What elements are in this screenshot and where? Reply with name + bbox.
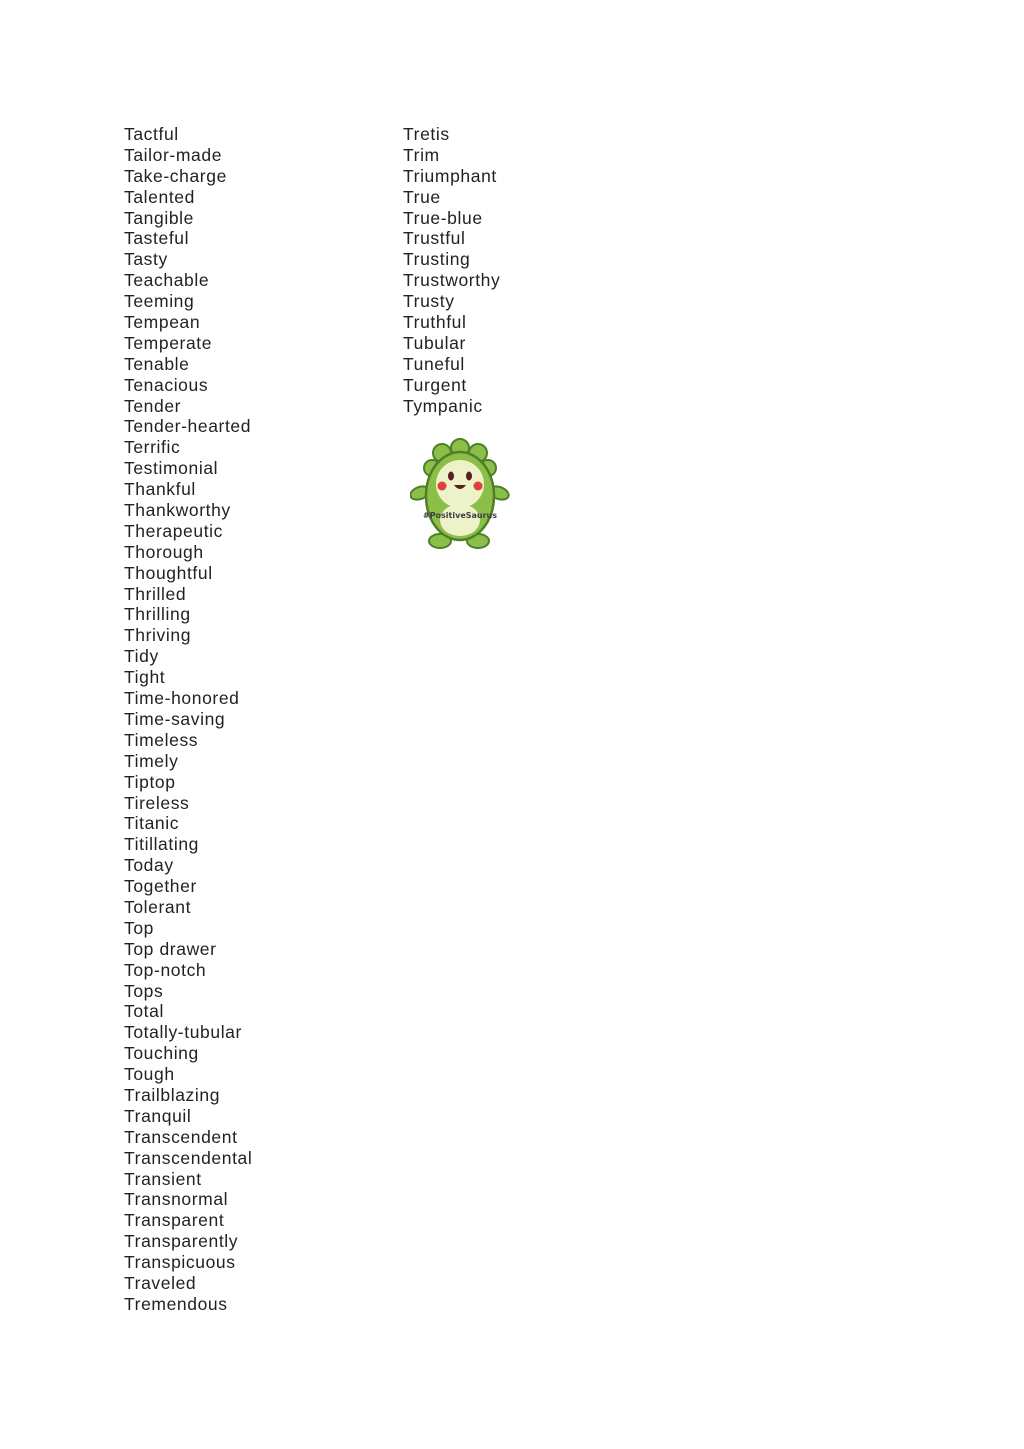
word-list-item: Tender-hearted [124, 416, 252, 437]
word-list-item: Trim [403, 144, 440, 165]
word-list-item: Top-notch [124, 959, 207, 980]
word-list-item: Tasty [124, 249, 168, 270]
word-list-item: Tireless [124, 792, 190, 813]
mascot-caption-text: #PositiveSaurus [422, 511, 498, 520]
word-list-item: Turgent [403, 374, 467, 395]
word-list-item: True-blue [403, 207, 483, 228]
word-list-item: Tranquil [124, 1105, 192, 1126]
word-list-item: True [403, 186, 441, 207]
word-list-item: Titanic [124, 813, 180, 834]
word-list-item: Take-charge [124, 165, 227, 186]
word-list-item: Teachable [124, 270, 210, 291]
word-list-item: Testimonial [124, 458, 219, 479]
word-list-item: Thrilling [124, 604, 191, 625]
word-list-item: Tiptop [124, 771, 176, 792]
word-list-item: Tops [124, 980, 164, 1001]
word-list-item: Tough [124, 1064, 175, 1085]
word-list-item: Tympanic [403, 395, 483, 416]
word-list-item: Therapeutic [124, 520, 224, 541]
word-list-item: Transient [124, 1168, 202, 1189]
word-list-item: Tretis [403, 124, 450, 144]
positivesaurus-mascot-image [410, 438, 510, 550]
word-list-item: Thankworthy [124, 500, 231, 521]
word-list-item: Thriving [124, 625, 192, 646]
word-list-item: Tender [124, 395, 182, 416]
word-list-item: Thrilled [124, 583, 187, 604]
word-list-item: Total [124, 1001, 164, 1022]
word-list-item: Talented [124, 186, 195, 207]
word-list-item: Time-honored [124, 688, 240, 709]
word-list-item: Trusty [403, 291, 455, 312]
word-list-item: Tenacious [124, 374, 209, 395]
word-list-item: Transcendental [124, 1147, 253, 1168]
word-list-item: Transparently [124, 1231, 239, 1252]
word-list-item: Today [124, 855, 174, 876]
word-list-item: Tidy [124, 646, 159, 667]
word-list-item: Tasteful [124, 228, 190, 249]
word-list-item: Tactful [124, 124, 179, 144]
word-list-item: Thorough [124, 541, 204, 562]
word-list-item: Triumphant [403, 165, 497, 186]
word-list-item: Transnormal [124, 1189, 229, 1210]
word-list-item: Tuneful [403, 353, 465, 374]
word-list-item: Teeming [124, 291, 195, 312]
word-list-item: Trustful [403, 228, 466, 249]
word-list-item: Temperate [124, 332, 213, 353]
word-list-item: Trailblazing [124, 1084, 221, 1105]
word-list-item: Tempean [124, 312, 201, 333]
word-list-item: Top [124, 917, 155, 938]
word-column-left [124, 124, 252, 1315]
word-list-item: Terrific [124, 437, 181, 458]
word-column-right [403, 124, 500, 416]
word-list-item: Tight [124, 667, 166, 688]
word-list-item: Tolerant [124, 896, 192, 917]
word-list-item: Truthful [403, 312, 467, 333]
word-list-item: Traveled [124, 1272, 197, 1293]
word-list-item: Thankful [124, 479, 196, 500]
word-list-item: Totally-tubular [124, 1022, 242, 1043]
word-list-item: Trusting [403, 249, 471, 270]
word-list-item: Thoughtful [124, 562, 213, 583]
word-list-item: Touching [124, 1043, 199, 1064]
word-list-item: Together [124, 876, 197, 897]
word-list-item: Tubular [403, 332, 466, 353]
word-list-item: Tenable [124, 353, 190, 374]
word-list-item: Time-saving [124, 708, 226, 729]
word-list-item: Timely [124, 750, 179, 771]
word-list-item: Transpicuous [124, 1252, 236, 1273]
word-list-item: Tangible [124, 207, 194, 228]
word-list-item: Tremendous [124, 1293, 228, 1314]
word-list-item: Trustworthy [403, 270, 501, 291]
word-list-item: Tailor-made [124, 144, 223, 165]
word-list-item: Timeless [124, 729, 199, 750]
word-list-item: Top drawer [124, 938, 217, 959]
word-list-item: Titillating [124, 834, 200, 855]
word-list-item: Transcendent [124, 1126, 238, 1147]
word-list-item: Transparent [124, 1210, 225, 1231]
dinosaur-icon [410, 438, 510, 550]
